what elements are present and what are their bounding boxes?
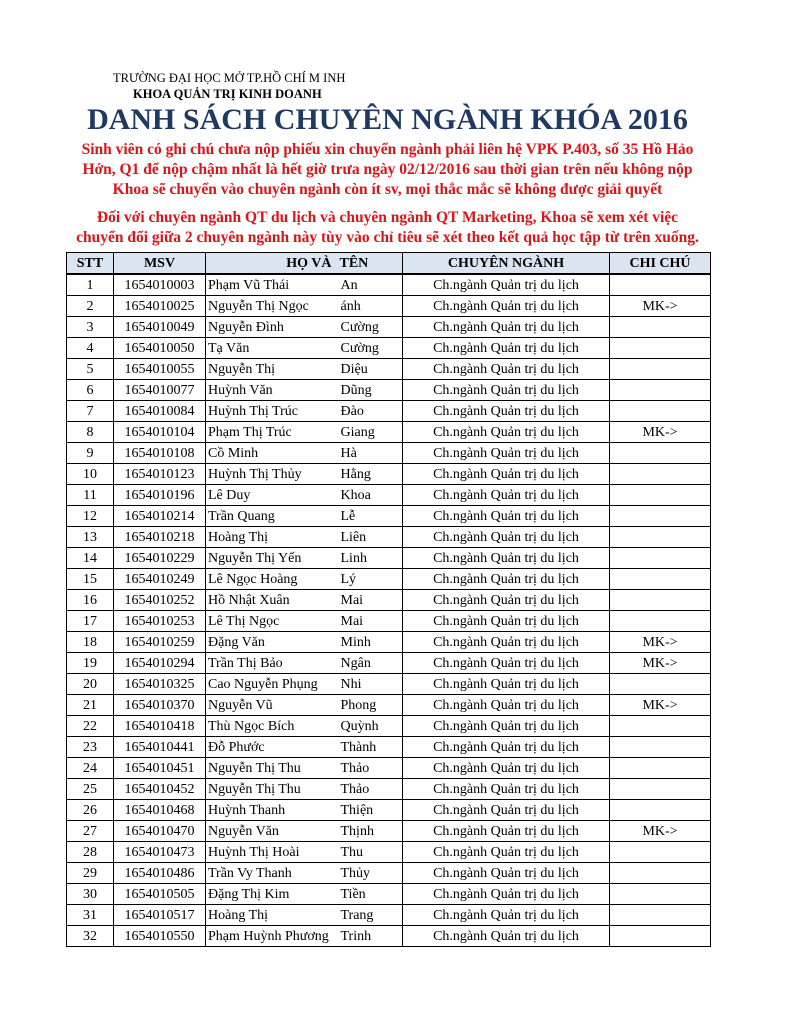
cell-stt: 10 [67,464,114,485]
cell-ho-va: Nguyễn Đình [206,317,338,338]
cell-chuyen-nganh: Ch.ngành Quản trị du lịch [403,548,610,569]
cell-ho-va: Đặng Văn [206,632,338,653]
cell-chi-chu [610,548,711,569]
header-ten: TÊN [338,253,403,275]
cell-msv: 1654010294 [114,653,206,674]
cell-chuyen-nganh: Ch.ngành Quản trị du lịch [403,296,610,317]
cell-msv: 1654010473 [114,842,206,863]
cell-ten: Cường [338,338,403,359]
table-row [67,884,711,905]
cell-ho-va: Tạ Văn [206,338,338,359]
table-row [67,485,711,506]
table-row [67,548,711,569]
cell-msv: 1654010249 [114,569,206,590]
cell-stt: 19 [67,653,114,674]
cell-ho-va: Hoàng Thị [206,527,338,548]
cell-msv: 1654010214 [114,506,206,527]
cell-msv: 1654010452 [114,779,206,800]
cell-ten: Trang [338,905,403,926]
table-row [67,422,711,443]
cell-chuyen-nganh: Ch.ngành Quản trị du lịch [403,884,610,905]
table-row [67,338,711,359]
cell-ho-va: Lê Duy [206,485,338,506]
cell-chi-chu [610,758,711,779]
table-row [67,842,711,863]
cell-chi-chu [610,464,711,485]
cell-ten: Thảo [338,758,403,779]
cell-chi-chu [610,590,711,611]
cell-chuyen-nganh: Ch.ngành Quản trị du lịch [403,758,610,779]
cell-ho-va: Huỳnh Thanh [206,800,338,821]
cell-chuyen-nganh: Ch.ngành Quản trị du lịch [403,779,610,800]
notice-line-4: Đối với chuyên ngành QT du lịch và chuyên ngành QT Marketing, Khoa sẽ xem xét việc [96,209,679,226]
cell-ten: Liên [338,527,403,548]
cell-stt: 6 [67,380,114,401]
cell-chuyen-nganh: Ch.ngành Quản trị du lịch [403,527,610,548]
cell-ho-va: Trần Quang [206,506,338,527]
cell-stt: 15 [67,569,114,590]
cell-stt: 20 [67,674,114,695]
cell-chuyen-nganh: Ch.ngành Quản trị du lịch [403,674,610,695]
cell-chi-chu [610,674,711,695]
cell-msv: 1654010325 [114,674,206,695]
table-row [67,590,711,611]
cell-chi-chu [610,926,711,947]
cell-msv: 1654010253 [114,611,206,632]
cell-msv: 1654010077 [114,380,206,401]
table-row [67,716,711,737]
cell-stt: 29 [67,863,114,884]
cell-ho-va: Huỳnh Thị Trúc [206,401,338,422]
cell-chi-chu [610,884,711,905]
faculty-name: KHOA QUẢN TRỊ KINH DOANH [133,87,322,101]
cell-ho-va: Đặng Thị Kim [206,884,338,905]
cell-msv: 1654010055 [114,359,206,380]
cell-msv: 1654010003 [114,274,206,296]
table-row [67,464,711,485]
notice-block-2 [0,208,775,248]
cell-stt: 16 [67,590,114,611]
cell-msv: 1654010104 [114,422,206,443]
cell-ho-va: Đỗ Phước [206,737,338,758]
cell-stt: 26 [67,800,114,821]
cell-chuyen-nganh: Ch.ngành Quản trị du lịch [403,800,610,821]
cell-chuyen-nganh: Ch.ngành Quản trị du lịch [403,653,610,674]
cell-msv: 1654010505 [114,884,206,905]
cell-stt: 2 [67,296,114,317]
cell-chi-chu [610,737,711,758]
table-header-row [67,253,711,275]
table-row [67,758,711,779]
header-msv: MSV [114,253,206,275]
cell-chi-chu [610,380,711,401]
cell-stt: 5 [67,359,114,380]
cell-chuyen-nganh: Ch.ngành Quản trị du lịch [403,632,610,653]
cell-ten: Phong [338,695,403,716]
university-name: TRƯỜNG ĐẠI HỌC MỞ TP.HỒ CHÍ M INH [113,71,346,85]
cell-ho-va: Huỳnh Thị Hoài [206,842,338,863]
cell-ten: Diệu [338,359,403,380]
cell-msv: 1654010259 [114,632,206,653]
cell-ten: Nhi [338,674,403,695]
table-row [67,779,711,800]
cell-ten: Dũng [338,380,403,401]
cell-ten: Giang [338,422,403,443]
cell-msv: 1654010049 [114,317,206,338]
cell-chi-chu [610,443,711,464]
notice-block [0,140,775,200]
table-row [67,296,711,317]
cell-stt: 22 [67,716,114,737]
cell-chuyen-nganh: Ch.ngành Quản trị du lịch [403,695,610,716]
cell-chi-chu [610,527,711,548]
cell-ten: Khoa [338,485,403,506]
cell-ho-va: Huỳnh Văn [206,380,338,401]
table-row [67,401,711,422]
table-row [67,317,711,338]
cell-stt: 32 [67,926,114,947]
cell-ho-va: Lê Thị Ngọc [206,611,338,632]
cell-msv: 1654010252 [114,590,206,611]
cell-msv: 1654010418 [114,716,206,737]
cell-ho-va: Lê Ngọc Hoàng [206,569,338,590]
cell-msv: 1654010025 [114,296,206,317]
cell-chuyen-nganh: Ch.ngành Quản trị du lịch [403,611,610,632]
cell-stt: 31 [67,905,114,926]
cell-stt: 25 [67,779,114,800]
cell-chi-chu: MK-> [610,632,711,653]
cell-chi-chu: MK-> [610,653,711,674]
cell-ten: Hằng [338,464,403,485]
cell-msv: 1654010084 [114,401,206,422]
cell-chuyen-nganh: Ch.ngành Quản trị du lịch [403,359,610,380]
table-row [67,674,711,695]
cell-chuyen-nganh: Ch.ngành Quản trị du lịch [403,842,610,863]
cell-chuyen-nganh: Ch.ngành Quản trị du lịch [403,485,610,506]
cell-chi-chu: MK-> [610,821,711,842]
cell-msv: 1654010550 [114,926,206,947]
table-row [67,863,711,884]
cell-ho-va: Nguyễn Thị Thu [206,779,338,800]
cell-stt: 24 [67,758,114,779]
table-row [67,569,711,590]
table-row [67,443,711,464]
cell-ten: Thịnh [338,821,403,842]
cell-ho-va: Thù Ngọc Bích [206,716,338,737]
cell-stt: 28 [67,842,114,863]
cell-ten: Thiện [338,800,403,821]
notice-line-5: chuyển đổi giữa 2 chuyên ngành này tùy vào chỉ tiêu sẽ xét theo kết quả học tập từ trên xuống. [76,229,699,246]
cell-chuyen-nganh: Ch.ngành Quản trị du lịch [403,401,610,422]
cell-ho-va: Hồ Nhật Xuân [206,590,338,611]
cell-chi-chu: MK-> [610,422,711,443]
table-row [67,800,711,821]
cell-ten: An [338,274,403,296]
cell-stt: 11 [67,485,114,506]
cell-ten: Tiền [338,884,403,905]
cell-ten: Đào [338,401,403,422]
cell-ten: Minh [338,632,403,653]
cell-stt: 8 [67,422,114,443]
cell-msv: 1654010229 [114,548,206,569]
cell-stt: 13 [67,527,114,548]
cell-ho-va: Hoàng Thị [206,905,338,926]
cell-stt: 12 [67,506,114,527]
cell-ho-va: Nguyễn Thị Yến [206,548,338,569]
cell-chuyen-nganh: Ch.ngành Quản trị du lịch [403,863,610,884]
cell-chi-chu [610,842,711,863]
cell-ten: Quỳnh [338,716,403,737]
cell-ho-va: Nguyễn Thị Thu [206,758,338,779]
cell-chuyen-nganh: Ch.ngành Quản trị du lịch [403,821,610,842]
cell-chuyen-nganh: Ch.ngành Quản trị du lịch [403,380,610,401]
cell-ho-va: Nguyễn Vũ [206,695,338,716]
notice-line-1: Sinh viên có ghi chú chưa nộp phiếu xin chuyển ngành phải liên hệ VPK P.403, số 35 Hồ Hảo [81,141,694,158]
cell-msv: 1654010486 [114,863,206,884]
cell-stt: 4 [67,338,114,359]
cell-chuyen-nganh: Ch.ngành Quản trị du lịch [403,443,610,464]
table-row [67,737,711,758]
cell-ho-va: Cồ Minh [206,443,338,464]
cell-ten: Mai [338,590,403,611]
cell-chuyen-nganh: Ch.ngành Quản trị du lịch [403,464,610,485]
cell-stt: 7 [67,401,114,422]
cell-stt: 21 [67,695,114,716]
cell-ten: Ngân [338,653,403,674]
cell-chi-chu [610,338,711,359]
cell-msv: 1654010470 [114,821,206,842]
cell-ten: Thu [338,842,403,863]
cell-ho-va: Nguyễn Thị [206,359,338,380]
cell-chi-chu [610,359,711,380]
cell-stt: 17 [67,611,114,632]
cell-ten: Lý [338,569,403,590]
cell-ho-va: Nguyễn Thị Ngọc [206,296,338,317]
cell-msv: 1654010451 [114,758,206,779]
cell-ho-va: Huỳnh Thị Thủy [206,464,338,485]
cell-chi-chu [610,611,711,632]
table-row [67,611,711,632]
cell-stt: 9 [67,443,114,464]
cell-msv: 1654010218 [114,527,206,548]
table-row [67,926,711,947]
table-row [67,527,711,548]
cell-chuyen-nganh: Ch.ngành Quản trị du lịch [403,274,610,296]
cell-stt: 18 [67,632,114,653]
cell-chi-chu [610,716,711,737]
cell-chi-chu [610,800,711,821]
header-chi-chu: CHI CHÚ [610,253,711,275]
cell-msv: 1654010517 [114,905,206,926]
table-row [67,695,711,716]
table-row [67,821,711,842]
cell-msv: 1654010468 [114,800,206,821]
cell-ten: Cường [338,317,403,338]
cell-msv: 1654010441 [114,737,206,758]
cell-chuyen-nganh: Ch.ngành Quản trị du lịch [403,737,610,758]
cell-chuyen-nganh: Ch.ngành Quản trị du lịch [403,905,610,926]
cell-ho-va: Phạm Thị Trúc [206,422,338,443]
page-title: DANH SÁCH CHUYÊN NGÀNH KHÓA 2016 [87,103,688,136]
table-row [67,653,711,674]
cell-chuyen-nganh: Ch.ngành Quản trị du lịch [403,569,610,590]
cell-msv: 1654010370 [114,695,206,716]
notice-line-3: Khoa sẽ chuyển vào chuyên ngành còn ít sv, mọi thắc mắc sẽ không được giải quyết [112,181,663,198]
cell-ten: Thành [338,737,403,758]
cell-ten: Mai [338,611,403,632]
cell-chuyen-nganh: Ch.ngành Quản trị du lịch [403,926,610,947]
student-table [66,252,711,947]
table-row [67,380,711,401]
cell-stt: 14 [67,548,114,569]
cell-chi-chu [610,317,711,338]
cell-stt: 3 [67,317,114,338]
table-row [67,506,711,527]
cell-chuyen-nganh: Ch.ngành Quản trị du lịch [403,317,610,338]
cell-msv: 1654010196 [114,485,206,506]
cell-ten: ánh [338,296,403,317]
header-stt: STT [67,253,114,275]
cell-chuyen-nganh: Ch.ngành Quản trị du lịch [403,338,610,359]
cell-stt: 1 [67,274,114,296]
header-ho-va: HỌ VÀ [206,253,338,275]
cell-chi-chu: MK-> [610,695,711,716]
cell-ho-va: Trần Thị Bảo [206,653,338,674]
cell-ho-va: Cao Nguyễn Phụng [206,674,338,695]
cell-ho-va: Trần Vy Thanh [206,863,338,884]
table-body [67,274,711,947]
cell-ten: Thảo [338,779,403,800]
cell-chi-chu [610,863,711,884]
cell-msv: 1654010050 [114,338,206,359]
cell-chi-chu [610,506,711,527]
cell-ten: Lễ [338,506,403,527]
table-row [67,359,711,380]
cell-chi-chu [610,905,711,926]
cell-chuyen-nganh: Ch.ngành Quản trị du lịch [403,716,610,737]
header-chuyen-nganh: CHUYÊN NGÀNH [403,253,610,275]
cell-stt: 30 [67,884,114,905]
cell-ho-va: Phạm Huỳnh Phương [206,926,338,947]
cell-chi-chu [610,485,711,506]
table-row [67,274,711,296]
cell-ten: Linh [338,548,403,569]
cell-stt: 27 [67,821,114,842]
notice-line-2: Hớn, Q1 để nộp chậm nhất là hết giờ trưa ngày 02/12/2016 sau thời gian trên nếu không nộp [82,161,693,178]
cell-ho-va: Phạm Vũ Thái [206,274,338,296]
cell-chi-chu [610,401,711,422]
cell-ten: Hà [338,443,403,464]
cell-chuyen-nganh: Ch.ngành Quản trị du lịch [403,506,610,527]
cell-ho-va: Nguyễn Văn [206,821,338,842]
cell-msv: 1654010123 [114,464,206,485]
cell-chi-chu [610,779,711,800]
cell-ten: Thủy [338,863,403,884]
cell-msv: 1654010108 [114,443,206,464]
cell-ten: Trinh [338,926,403,947]
cell-chi-chu [610,569,711,590]
cell-stt: 23 [67,737,114,758]
cell-chi-chu: MK-> [610,296,711,317]
table-row [67,632,711,653]
table-row [67,905,711,926]
cell-chi-chu [610,274,711,296]
cell-chuyen-nganh: Ch.ngành Quản trị du lịch [403,422,610,443]
cell-chuyen-nganh: Ch.ngành Quản trị du lịch [403,590,610,611]
